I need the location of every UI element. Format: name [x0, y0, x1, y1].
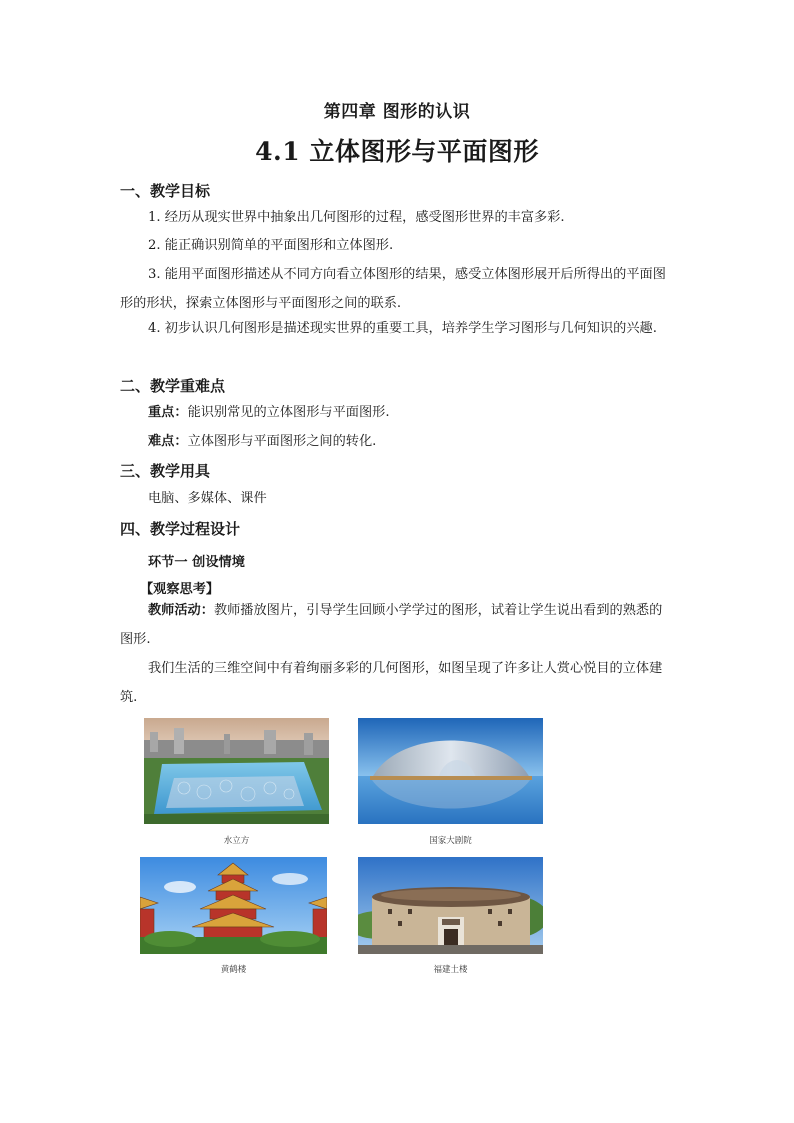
fujian-tulou-photo — [358, 857, 543, 954]
intro-paragraph: 我们生活的三维空间中有着绚丽多彩的几何图形，如图呈现了许多让人赏心悦目的立体建筑. — [120, 661, 663, 705]
difficulty-label: 难点： — [148, 434, 188, 449]
section-heading-tools: 三、教学用具 — [120, 462, 211, 480]
difficulty-text: 立体图形与平面图形之间的转化. — [187, 434, 377, 449]
observe-think-label: 【观察思考】 — [140, 582, 220, 597]
teacher-activity — [120, 597, 675, 654]
difficulty-line — [120, 428, 675, 457]
photo-caption-water-cube: 水立方 — [223, 836, 250, 846]
teacher-text: 教师播放图片，引导学生回顾小学学过的图形，试着让学生说出看到的熟悉的图形. — [120, 603, 663, 647]
goal-item-1: 1. 经历从现实世界中抽象出几何图形的过程，感受图形世界的丰富多彩. — [148, 210, 565, 225]
section-heading-goals: 一、教学目标 — [120, 182, 211, 200]
lesson-title: 4.1 立体图形与平面图形 — [255, 137, 539, 166]
section-heading-key-points: 二、教学重难点 — [120, 377, 226, 395]
photo-caption-fujian-tulou: 福建土楼 — [433, 965, 468, 975]
focus-line — [120, 399, 675, 428]
goal-item-2: 2. 能正确识别简单的平面图形和立体图形. — [148, 238, 394, 253]
national-theater-photo — [358, 718, 543, 824]
water-cube-photo — [144, 718, 329, 824]
chapter-title: 第四章 图形的认识 — [323, 102, 471, 122]
photo-caption-national-theater: 国家大剧院 — [429, 836, 472, 846]
photo-caption-yellow-crane-tower: 黄鹤楼 — [220, 965, 247, 975]
tools-text: 电脑、多媒体、课件 — [148, 491, 267, 506]
step-label: 环节一 创设情境 — [148, 555, 245, 570]
section-heading-process: 四、教学过程设计 — [120, 520, 241, 538]
focus-label: 重点： — [148, 405, 188, 420]
teacher-label: 教师活动： — [148, 603, 214, 618]
yellow-crane-tower-photo — [140, 857, 327, 954]
focus-text: 能识别常见的立体图形与平面图形. — [187, 405, 390, 420]
goal-item-3: 3. 能用平面图形描述从不同方向看立体图形的结果，感受立体图形展开后所得出的平面图形的形状，探索立体图形与平面图形之间的联系. — [120, 267, 666, 311]
goal-item-4: 4. 初步认识几何图形是描述现实世界的重要工具，培养学生学习图形与几何知识的兴趣. — [148, 321, 657, 336]
